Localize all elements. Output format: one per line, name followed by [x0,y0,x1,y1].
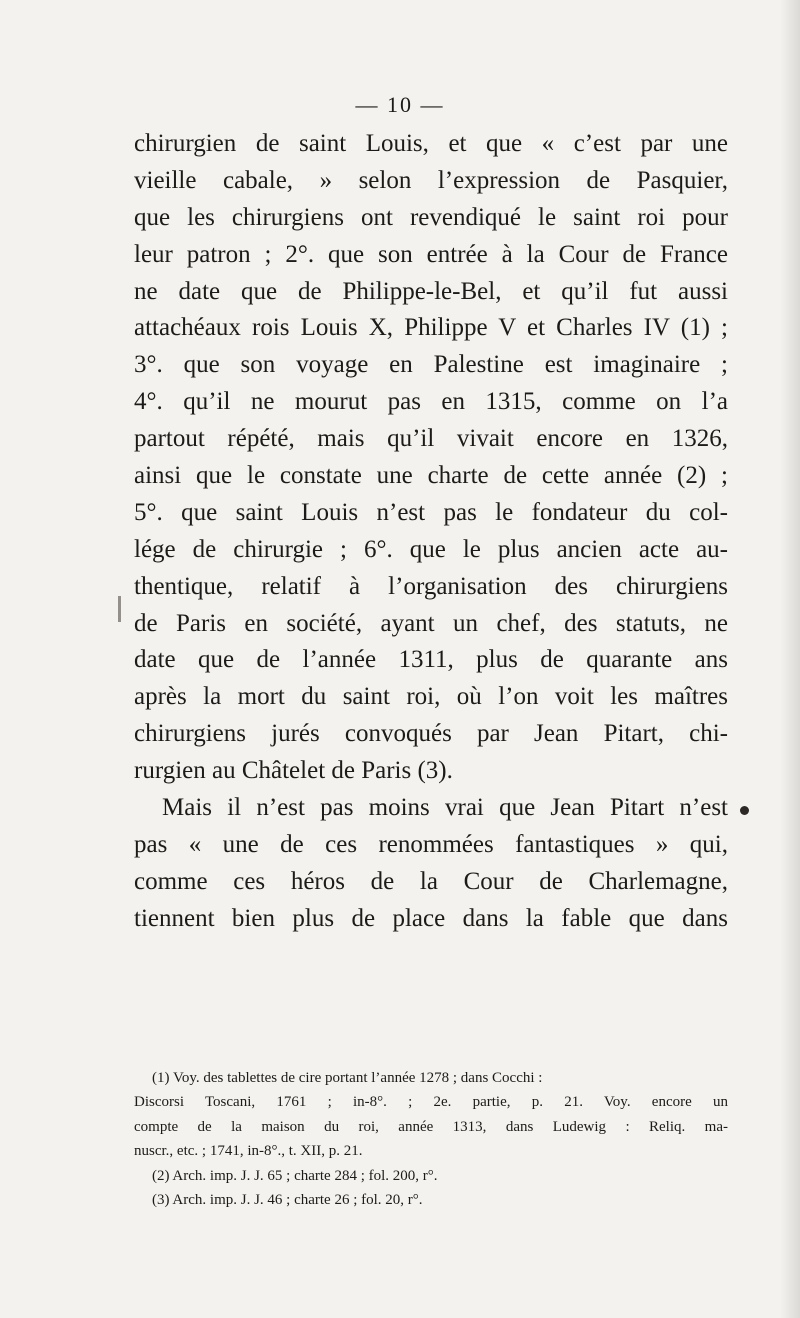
text-line: Mais il n’est pas moins vrai que Jean Pitart n’est [162,794,728,822]
text-line: chirurgien de saint Louis, et que « c’est par une [134,130,728,157]
body-text [134,126,728,938]
text-line: attachéaux rois Louis X, Philippe V et Charles IV (1) ; [134,314,728,342]
ink-dot [740,806,749,815]
footnote-line: (3) Arch. imp. J. J. 46 ; charte 26 ; fol. 20, r°. [152,1191,423,1208]
text-line: 4°. qu’il ne mourut pas en 1315, comme on l’a [134,388,728,416]
text-line: tiennent bien plus de place dans la fable que dans [134,904,728,932]
text-line: que les chirurgiens ont revendiqué le saint roi pour [134,203,728,231]
text-line: lége de chirurgie ; 6°. que le plus ancien acte au- [134,535,728,563]
text-line: de Paris en société, ayant un chef, des statuts, ne [134,609,728,637]
text-line: rurgien au Châtelet de Paris (3). [134,757,453,785]
text-line: partout répété, mais qu’il vivait encore en 1326, [134,425,728,453]
page-number: — 10 — [355,92,445,117]
margin-mark [118,596,121,622]
text-line: ne date que de Philippe-le-Bel, et qu’il fut aussi [134,277,728,305]
footnote-line: (1) Voy. des tablettes de cire portant l’année 1278 ; dans Cocchi : [152,1070,543,1086]
text-line: 3°. que son voyage en Palestine est imaginaire ; [134,351,728,379]
footnote-line: nuscr., etc. ; 1741, in-8°., t. XII, p. 21. [134,1143,363,1160]
text-line: comme ces héros de la Cour de Charlemagne, [134,867,728,895]
text-line: ainsi que le constate une charte de cette année (2) ; [134,462,728,490]
text-line: chirurgiens jurés convoqués par Jean Pitart, chi- [134,720,728,748]
footnote-line: (2) Arch. imp. J. J. 65 ; charte 284 ; fol. 200, r°. [152,1167,438,1184]
text-line: thentique, relatif à l’organisation des chirurgiens [134,572,728,600]
footnote-line: compte de la maison du roi, année 1313, dans Ludewig : Reliq. ma- [134,1118,728,1135]
text-line: date que de l’année 1311, plus de quarante ans [134,646,728,674]
footnotes [134,1066,728,1212]
text-line: leur patron ; 2°. que son entrée à la Cour de France [134,240,728,268]
page-edge-shadow [780,0,800,1318]
text-line: après la mort du saint roi, où l’on voit les maîtres [134,683,728,711]
text-line: 5°. que saint Louis n’est pas le fondateur du col- [134,498,728,526]
text-line: pas « une de ces renommées fantastiques » qui, [134,830,728,858]
text-line: vieille cabale, » selon l’expression de Pasquier, [134,166,728,194]
footnote-line: Discorsi Toscani, 1761 ; in-8°. ; 2e. partie, p. 21. Voy. encore un [134,1094,728,1111]
